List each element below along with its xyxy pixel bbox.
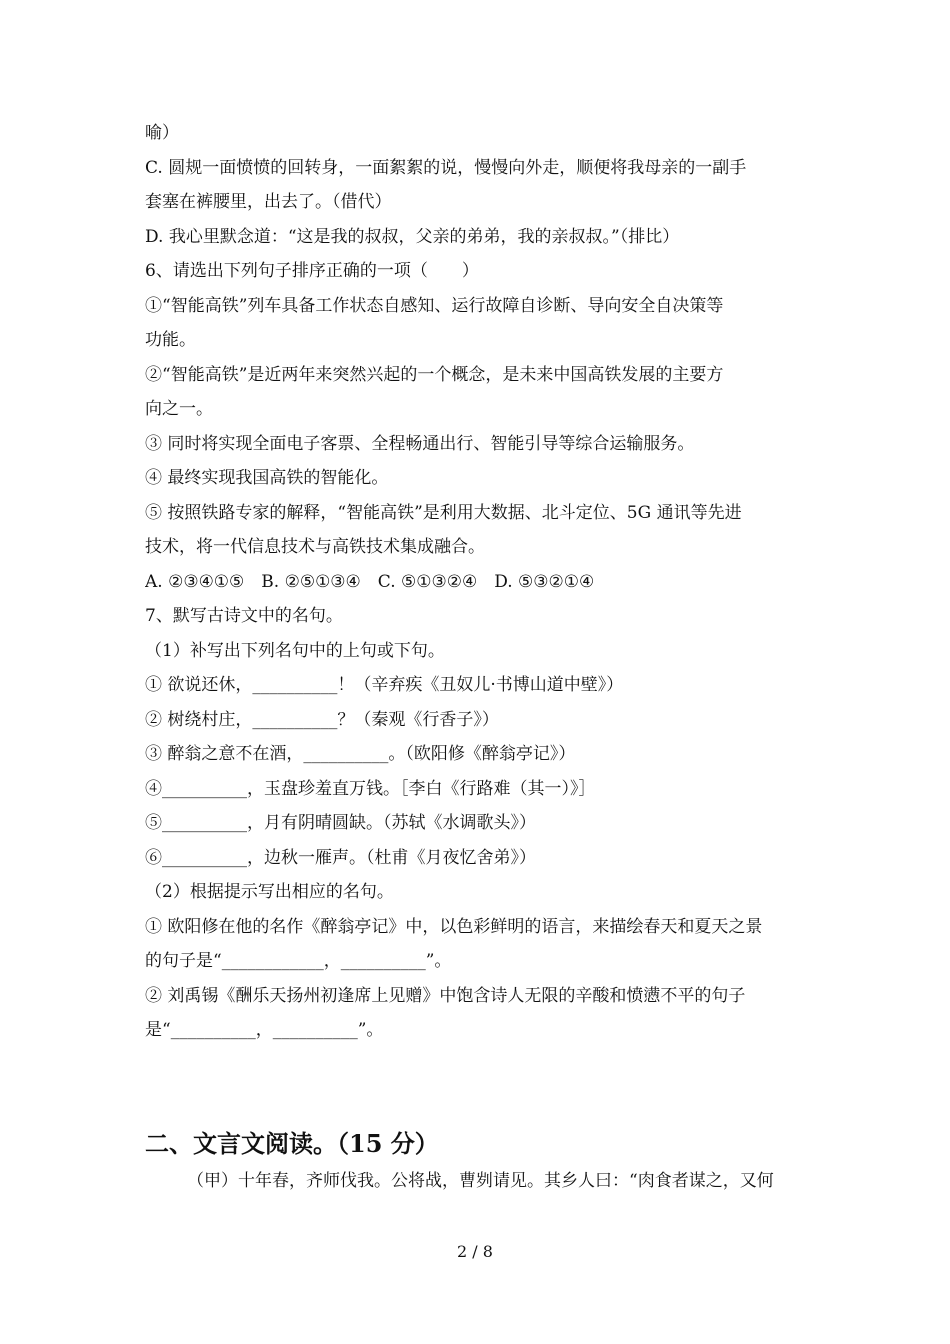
text-line: ④ 最终实现我国高铁的智能化。 (145, 468, 389, 488)
text-line: 功能。 (145, 330, 196, 350)
question-block (145, 116, 810, 1048)
question-7-stem: 7、默写古诗文中的名句。 (145, 606, 343, 626)
question-6-stem: 6、请选出下列句子排序正确的一项（ ） (145, 261, 479, 281)
sub-question-2: （2）根据提示写出相应的名句。 (145, 882, 394, 902)
page-number: 2 / 8 (457, 1242, 493, 1261)
text-line: C. 圆规一面愤愤的回转身，一面絮絮的说，慢慢向外走，顺便将我母亲的一副手 (145, 157, 747, 178)
text-line: ①“智能高铁”列车具备工作状态自感知、运行故障自诊断、导向安全自决策等 (145, 295, 724, 316)
text-line: ⑤ 按照铁路专家的解释，“智能高铁”是利用大数据、北斗定位、5G 通讯等先进 (145, 502, 742, 523)
fill-blank-line: ⑥__________，边秋一雁声。（杜甫《月夜忆舍弟》） (145, 847, 536, 868)
sub-question-1: （1）补写出下列名句中的上句或下句。 (145, 640, 445, 661)
text-line: 套塞在裤腰里，出去了。（借代） (145, 192, 392, 212)
passage-start: （甲）十年春，齐师伐我。公将战，曹刿请见。其乡人曰：“肉食者谋之，又何 (187, 1171, 774, 1191)
fill-blank-line: ③ 醉翁之意不在酒，__________。（欧阳修《醉翁亭记》） (145, 744, 576, 764)
text-line: 技术，将一代信息技术与高铁技术集成融合。 (145, 537, 485, 557)
text-line: D. 我心里默念道：“这是我的叔叔，父亲的弟弟，我的亲叔叔。”（排比） (145, 226, 680, 247)
fill-blank-line: ⑤__________，月有阴晴圆缺。（苏轼《水调歌头》） (145, 813, 536, 833)
answer-options: A. ②③④①⑤ B. ②⑤①③④ C. ⑤①③②④ D. ⑤③②①④ (145, 571, 595, 592)
text-line: ② 刘禹锡《酬乐天扬州初逢席上见赠》中饱含诗人无限的辛酸和愤懑不平的句子 (145, 985, 746, 1006)
text-line: 喻） (145, 123, 179, 143)
fill-blank-line: 是“__________，__________”。 (145, 1020, 384, 1040)
fill-blank-line: ① 欲说还休，__________！（辛弃疾《丑奴儿·书博山道中壁》） (145, 675, 624, 695)
fill-blank-line: 的句子是“____________，__________”。 (145, 951, 452, 971)
fill-blank-line: ② 树绕村庄，__________？（秦观《行香子》） (145, 709, 499, 730)
fill-blank-line: ④__________，玉盘珍羞直万钱。［李白《行路难（其一）》］ (145, 778, 596, 799)
text-line: ③ 同时将实现全面电子客票、全程畅通出行、智能引导等综合运输服务。 (145, 433, 695, 454)
text-line: 向之一。 (145, 399, 213, 419)
section-title: 二、文言文阅读。（15 分） (145, 1129, 439, 1158)
text-line: ②“智能高铁”是近两年来突然兴起的一个概念，是未来中国高铁发展的主要方 (145, 364, 724, 385)
text-line: ① 欧阳修在他的名作《醉翁亭记》中，以色彩鲜明的语言，来描绘春天和夏天之景 (145, 916, 763, 937)
